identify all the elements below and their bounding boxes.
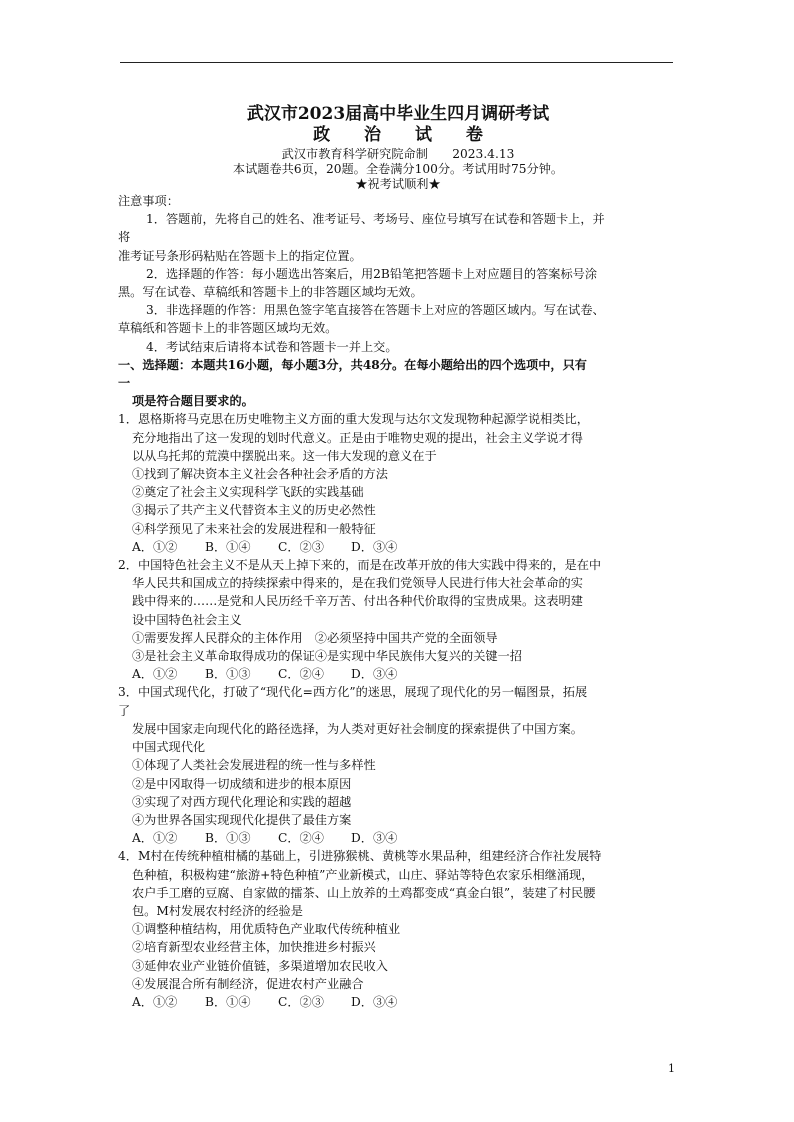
notice-line: 4．考试结束后请将本试卷和答题卡一并上交。 [146,339,398,354]
question-text: 充分地指出了这一发现的划时代意义。正是由于唯物史观的提出，社会主义学说才得 [132,430,583,445]
statement-item: ③实现了对西方现代化理论和实践的超越 [132,794,352,809]
question-text: 以从乌托邦的荒漠中摆脱出来。这一伟大发现的意义在于 [132,448,437,463]
section-heading: 一、选择题：本题共16小题，每小题3分，共48分。在每小题给出的四个选项中，只有 [118,357,587,372]
question-3 [118,683,678,847]
option-a[interactable]: A．①② [132,994,178,1009]
statement-item: ②培育新型农业经营主体，加快推进乡村振兴 [132,940,376,955]
question-text: 1．恩格斯将马克思在历史唯物主义方面的重大发现与达尔文发现物种起源学说相类比， [118,412,589,427]
option-a[interactable]: A．①② [132,831,178,846]
exam-subtitle: 政 治 试 卷 [313,125,497,145]
answer-options [118,538,678,556]
statement-item: ④发展混合所有制经济，促进农村产业融合 [132,976,364,991]
statement-item: ②是中冈取得一切成绩和进步的根本原因 [132,776,352,791]
question-4 [118,847,678,1011]
option-c[interactable]: C．②④ [278,831,324,846]
option-b[interactable]: B．①④ [205,994,251,1009]
option-c[interactable]: C．②③ [278,539,324,554]
question-text: 包。M村发展农村经济的经验是 [132,903,303,918]
statement-item: ④科学预见了未来社会的发展进程和一般特征 [132,521,376,536]
option-a[interactable]: A．①② [132,667,178,682]
question-text: 4．M村在传统种植柑橘的基础上，引进猕猴桃、黄桃等水果品种，组建经济合作社发展特 [118,849,602,864]
question-text: 3．中国式现代化，打破了“现代化=西方化”的迷思，展现了现代化的另一幅图景，拓展 [118,685,588,700]
question-1 [118,410,678,556]
question-text: 设中国特色社会主义 [132,612,242,627]
question-text: 华人民共和国成立的持续探索中得来的，是在我们党领导人民进行伟大社会革命的实 [132,576,583,591]
option-c[interactable]: C．②④ [278,667,324,682]
question-text: 发展中国家走向现代化的路径选择，为人类对更好社会制度的探索提供了中国方案。 [132,721,583,736]
statement-item: ③揭示了共产主义代替资本主义的历史必然性 [132,503,376,518]
question-text: 2．中国特色社会主义不是从天上掉下来的，而是在改革开放的伟大实践中得来的，是在中 [118,558,602,573]
page-number: 1 [668,1062,675,1075]
notice-heading: 注意事项： [118,194,179,208]
exam-info: 本试题卷共6页，20题。全卷满分100分。考试用时75分钟。 [232,162,564,176]
question-2 [118,556,678,683]
option-d[interactable]: D．③④ [351,667,398,682]
question-text: 农户手工磨的豆腐、自家做的擂茶、山上放养的土鸡都变成“真金白银”，装建了村民腰 [132,885,596,900]
notice-line: 3．非选择题的作答：用黑色签字笔直接答在答题卡上对应的答题区域内。写在试卷、 [146,303,605,318]
section-heading: 项是符合题目要求的。 [132,394,254,409]
option-b[interactable]: B．①④ [205,539,251,554]
statement-item: ①找到了解决资本主义社会各种社会矛盾的方法 [132,467,388,482]
option-d[interactable]: D．③④ [351,539,398,554]
option-d[interactable]: D．③④ [351,994,398,1009]
statement-item: ③延伸农业产业链价值链，多渠道增加农民收入 [132,958,388,973]
statement-item: ①调整种植结构，用优质特色产业取代传统种植业 [132,922,401,937]
option-b[interactable]: B．①③ [205,667,251,682]
option-b[interactable]: B．①③ [205,831,251,846]
notice-line: 草稿纸和答题卡上的非答题区域均无效。 [118,321,338,336]
question-text: 践中得来的……是党和人民历经千辛万苦、付出各种代价取得的宝贵成果。这表明建 [132,594,583,609]
answer-options [118,665,678,683]
option-d[interactable]: D．③④ [351,831,398,846]
good-luck: ★祝考试顺利★ [355,177,441,191]
answer-options [118,829,678,847]
exam-page [118,104,678,1011]
statement-item: ②奠定了社会主义实现科学飞跃的实践基础 [132,485,364,500]
statement-item: ④为世界各国实现现代化提供了最佳方案 [132,812,352,827]
section-heading: 一 [118,376,131,391]
notice-line: 2．选择题的作答：每小题选出答案后，用2B铅笔把答题卡上对应题目的答案标号涂 [146,266,598,281]
option-c[interactable]: C．②③ [278,994,324,1009]
notice-line: 1．答题前，先将自己的姓名、准考证号、考场号、座位号填写在试卷和答题卡上，并 [146,212,605,227]
exam-title: 武汉市2023届高中毕业生四月调研考试 [246,104,550,124]
question-text: 了 [118,703,131,718]
option-a[interactable]: A．①② [132,539,178,554]
question-text: 色种植，积极构建“旅游+特色种植”产业新模式，山庄、驿站等特色农家乐相继涌现， [132,867,594,882]
top-rule [120,62,673,63]
notice-line: 准考证号条形码粘贴在答题卡上的指定位置。 [118,248,362,263]
org-date: 武汉市教育科学研究院命制 2023.4.13 [281,147,515,161]
statement-item: ①需要发挥人民群众的主体作用 ②必须坚持中国共产党的全面领导 [132,630,498,645]
notice-line: 将 [118,230,131,245]
notice-line: 黑。写在试卷、草稿纸和答题卡上的非答题区域均无效。 [118,285,423,300]
statement-item: ①体现了人类社会发展进程的统一性与多样性 [132,758,376,773]
question-text: 中国式现代化 [132,740,206,755]
answer-options [118,993,678,1011]
statement-item: ③是社会主义革命取得成功的保证④是实现中华民族伟大复兴的关键一招 [132,649,522,664]
